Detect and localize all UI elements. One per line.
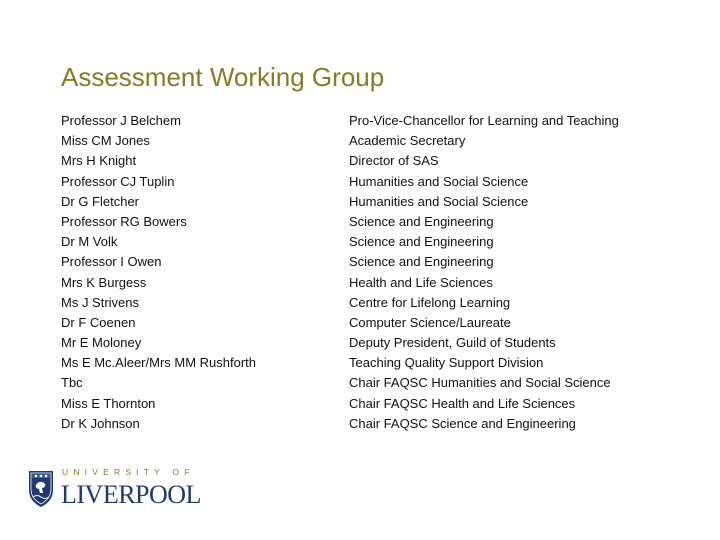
logo-university-of: UNIVERSITY OF bbox=[62, 467, 195, 477]
member-role: Science and Engineering bbox=[349, 213, 494, 229]
member-role: Academic Secretary bbox=[349, 133, 466, 149]
member-role: Health and Life Sciences bbox=[349, 274, 493, 290]
member-name: Miss CM Jones bbox=[61, 133, 150, 149]
member-name: Ms E Mc.Aleer/Mrs MM Rushforth bbox=[61, 355, 257, 371]
member-role: Centre for Lifelong Learning bbox=[349, 294, 511, 310]
member-role: Chair FAQSC Science and Engineering bbox=[349, 415, 576, 431]
slide-title: Assessment Working Group bbox=[61, 62, 385, 92]
member-name: Mr E Moloney bbox=[61, 335, 142, 351]
member-name: Miss E Thornton bbox=[61, 395, 156, 411]
member-name: Dr K Johnson bbox=[61, 415, 140, 431]
member-role: Director of SAS bbox=[349, 153, 439, 169]
member-name: Professor I Owen bbox=[61, 254, 162, 270]
member-role: Deputy President, Guild of Students bbox=[349, 335, 556, 351]
member-name: Ms J Strivens bbox=[61, 294, 140, 310]
university-logo bbox=[28, 467, 201, 513]
member-name: Dr F Coenen bbox=[61, 314, 136, 330]
member-role: Chair FAQSC Health and Life Sciences bbox=[349, 395, 576, 411]
member-role: Science and Engineering bbox=[349, 254, 494, 270]
member-role: Computer Science/Laureate bbox=[349, 314, 511, 330]
logo-liverpool: LIVERPOOL bbox=[61, 480, 201, 509]
member-role: Pro-Vice-Chancellor for Learning and Teaching bbox=[349, 113, 619, 128]
member-name: Mrs H Knight bbox=[61, 153, 137, 169]
member-name: Professor CJ Tuplin bbox=[61, 173, 175, 189]
member-role: Humanities and Social Science bbox=[349, 173, 529, 189]
member-name: Dr M Volk bbox=[61, 234, 118, 250]
member-names-column bbox=[61, 111, 256, 434]
member-role: Teaching Quality Support Division bbox=[349, 355, 544, 371]
member-roles-column bbox=[349, 111, 619, 434]
member-name: Professor RG Bowers bbox=[61, 213, 187, 229]
member-role: Chair FAQSC Humanities and Social Science bbox=[349, 375, 611, 391]
member-name: Dr G Fletcher bbox=[61, 193, 140, 209]
member-name: Tbc bbox=[61, 375, 83, 391]
university-crest-icon bbox=[28, 468, 54, 508]
member-name: Mrs K Burgess bbox=[61, 274, 147, 290]
member-role: Humanities and Social Science bbox=[349, 193, 529, 209]
member-name: Professor J Belchem bbox=[61, 113, 181, 128]
member-role: Science and Engineering bbox=[349, 234, 494, 250]
